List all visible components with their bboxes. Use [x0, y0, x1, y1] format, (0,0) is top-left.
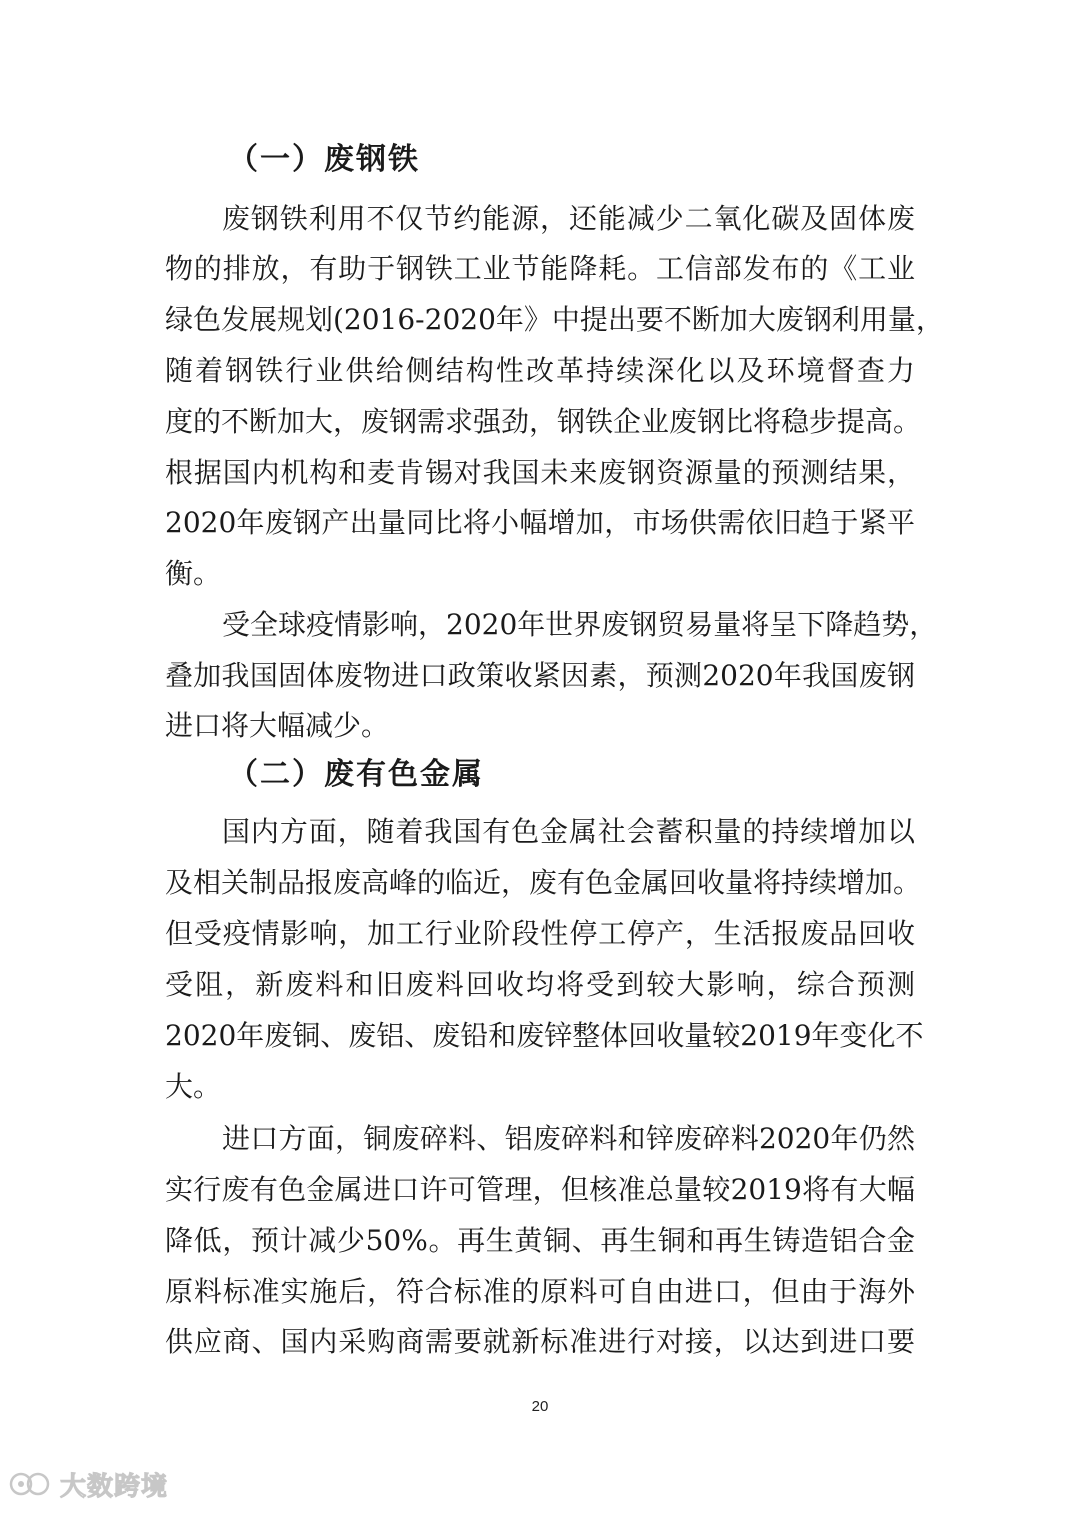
page-number: 20: [531, 1398, 549, 1415]
paragraph-line: 2020年废钢产出量同比将小幅增加，市场供需依旧趋于紧平: [165, 506, 915, 539]
paragraph-line: 物的排放，有助于钢铁工业节能降耗。工信部发布的《工业: [165, 252, 915, 285]
paragraph-line: 2020年废铜、废铝、废铅和废锌整体回收量较2019年变化不: [165, 1019, 924, 1052]
paragraph-line: 受全球疫情影响，2020年世界废钢贸易量将呈下降趋势，: [222, 608, 938, 641]
paragraph-line: 但受疫情影响，加工行业阶段性停工停产，生活报废品回收: [165, 917, 915, 950]
paragraph-line: 进口将大幅减少。: [165, 709, 390, 742]
watermark: [8, 1464, 168, 1504]
watermark-text: 大数跨境: [60, 1471, 169, 1502]
paragraph-line: 进口方面，铜废碎料、铝废碎料和锌废碎料2020年仍然: [222, 1122, 915, 1155]
paragraph-line: 大。: [165, 1070, 222, 1103]
paragraph-line: 绿色发展规划(2016-2020年》中提出要不断加大废钢利用量，: [165, 303, 944, 336]
paragraph-line: 降低，预计减少50%。再生黄铜、再生铜和再生铸造铝合金: [165, 1224, 915, 1257]
paragraph-line: 受阻，新废料和旧废料回收均将受到较大影响，综合预测: [165, 968, 915, 1001]
paragraph-line: 叠加我国固体废物进口政策收紧因素，预测2020年我国废钢: [165, 659, 915, 692]
paragraph-line: 衡。: [165, 557, 222, 590]
double-circle-logo-icon: [8, 1469, 54, 1499]
section-heading-nonferrous: （二）废有色金属: [228, 757, 484, 792]
paragraph-line: 度的不断加大，废钢需求强劲，钢铁企业废钢比将稳步提高。: [165, 405, 922, 438]
paragraph-line: 原料标准实施后，符合标准的原料可自由进口，但由于海外: [165, 1275, 915, 1308]
paragraph-line: 国内方面，随着我国有色金属社会蓄积量的持续增加以: [222, 815, 915, 848]
paragraph-line: 及相关制品报废高峰的临近，废有色金属回收量将持续增加。: [165, 866, 922, 899]
paragraph-line: 实行废有色金属进口许可管理，但核准总量较2019将有大幅: [165, 1173, 915, 1206]
section-heading-scrap-steel: （一）废钢铁: [228, 142, 420, 177]
paragraph-line: 根据国内机构和麦肯锡对我国未来废钢资源量的预测结果，: [165, 456, 915, 489]
paragraph-line: 供应商、国内采购商需要就新标准进行对接，以达到进口要: [165, 1325, 915, 1358]
paragraph-line: 随着钢铁行业供给侧结构性改革持续深化以及环境督查力: [165, 354, 915, 387]
paragraph-line: 废钢铁利用不仅节约能源，还能减少二氧化碳及固体废: [222, 202, 915, 235]
